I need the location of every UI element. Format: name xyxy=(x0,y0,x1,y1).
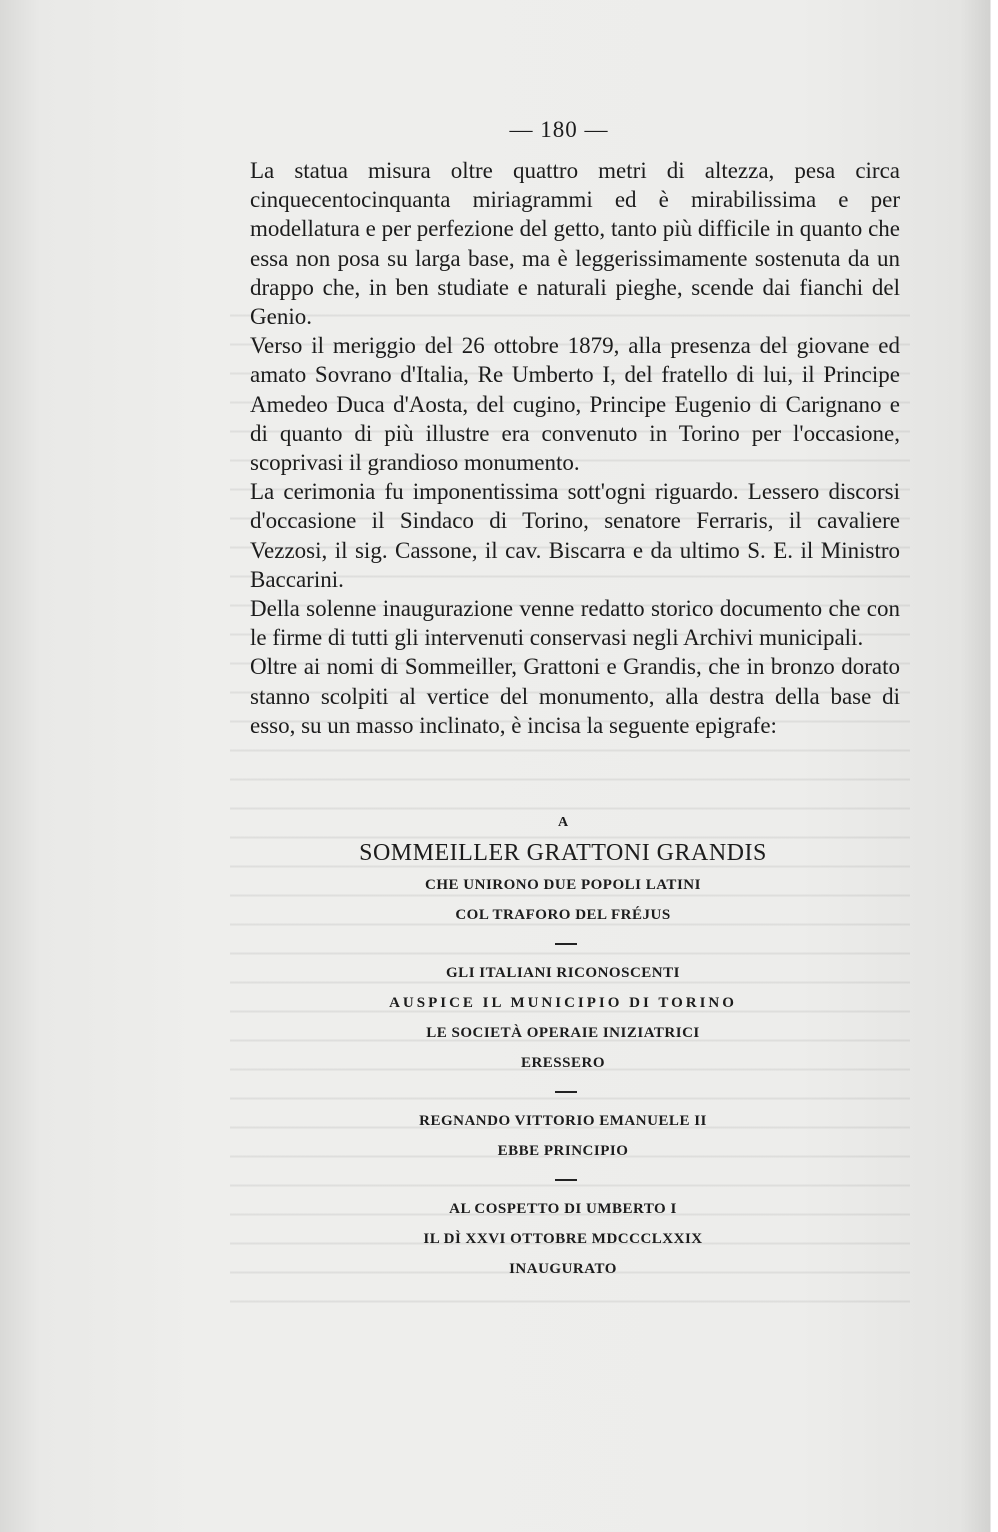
paragraph: La cerimonia fu imponentissima sott'ogni riguardo. Lessero discorsi d'occasione il Sindaco di Torino, senatore Ferraris, il cavaliere Vezzosi, il sig. Cassone, il cav. Biscarra e da ultimo S. E. il Ministro Baccarini. xyxy=(250,479,900,592)
paragraph: La statua misura oltre quattro metri di altezza, pesa circa cinquecentocinquanta miriagrammi ed è mirabilissima e per modellatura e per perfezione del getto, tanto più difficile in quanto che essa non posa su larga base, ma è leggerissimamente sostenuta da un drappo che, in ben studiate e naturali pieghe, scende dai fianchi del Genio. xyxy=(250,158,900,330)
paragraph: Verso il meriggio del 26 ottobre 1879, alla presenza del giovane ed amato Sovrano d'Italia, Re Umberto I, del fratello di lui, il Principe Amedeo Duca d'Aosta, del cugino, Principe Eugenio di Carignano e di quanto di più illustre era convenuto in Torino per l'occasione, scoprivasi il grandioso monumento. xyxy=(250,333,900,476)
epigraph xyxy=(250,808,876,1284)
epigraph-divider xyxy=(250,1166,876,1194)
epigraph-line: INAUGURATO xyxy=(509,1261,617,1277)
epigraph-line: COL TRAFORO DEL FRÉJUS xyxy=(455,907,671,923)
paragraph: Oltre ai nomi di Sommeiller, Grattoni e Grandis, che in bronzo dorato stanno scolpiti al vertice del monumento, alla destra della base di esso, su un masso inclinato, è incisa la seguente epigrafe: xyxy=(250,654,900,738)
epigraph-line: EBBE PRINCIPIO xyxy=(497,1143,629,1159)
epigraph-line: IL DÌ XXVI OTTOBRE MDCCCLXXIX xyxy=(423,1231,703,1247)
epigraph-divider xyxy=(250,1078,876,1106)
epigraph-line: CHE UNIRONO DUE POPOLI LATINI xyxy=(425,877,701,893)
epigraph-line: AUSPICE IL MUNICIPIO DI TORINO xyxy=(389,995,737,1011)
paragraph: Della solenne inaugurazione venne redatto storico documento che con le firme di tutti gli intervenuti conservasi negli Archivi municipali. xyxy=(250,596,900,651)
page-number: — 180 — xyxy=(509,117,609,142)
epigraph-line: REGNANDO VITTORIO EMANUELE II xyxy=(419,1113,707,1129)
epigraph-line: AL COSPETTO DI UMBERTO I xyxy=(449,1201,677,1217)
epigraph-line: ERESSERO xyxy=(520,1055,606,1071)
epigraph-names: SOMMEILLER GRATTONI GRANDIS xyxy=(359,840,767,866)
epigraph-divider xyxy=(250,930,876,958)
epigraph-line: LE SOCIETÀ OPERAIE INIZIATRICI xyxy=(426,1025,700,1041)
body-text xyxy=(250,156,900,740)
epigraph-dedication: A xyxy=(557,815,569,830)
epigraph-line: GLI ITALIANI RICONOSCENTI xyxy=(446,965,680,981)
